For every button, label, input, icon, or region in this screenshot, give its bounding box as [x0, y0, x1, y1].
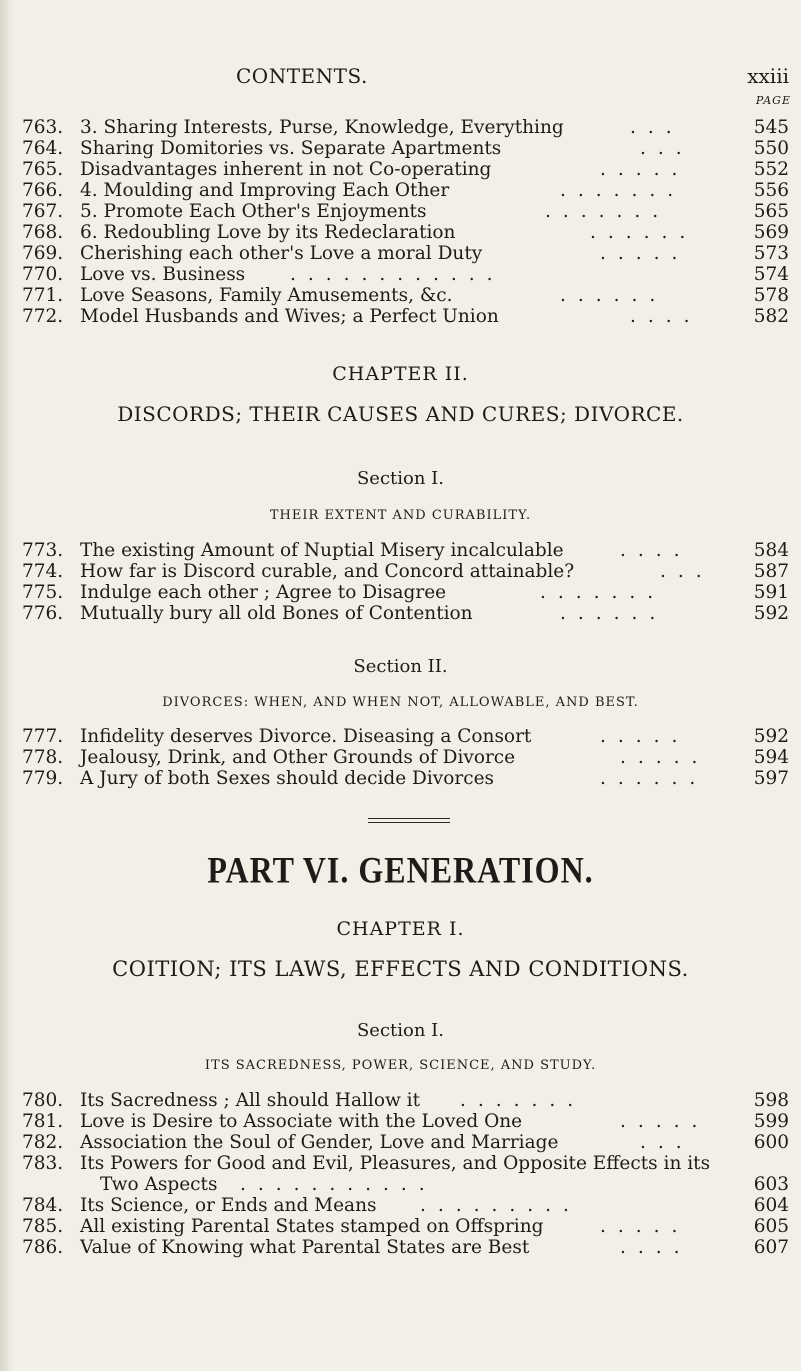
- entry-page: 603: [753, 1174, 789, 1195]
- section-heading: Section I.: [356, 468, 445, 489]
- entry-page: 545: [753, 117, 789, 138]
- entry-number: 784.: [22, 1195, 64, 1216]
- toc-entry: 783. Its Powers for Good and Evil, Pleasures, and Opposite Effects in its Two Aspects ........... 603: [22, 1153, 789, 1195]
- toc-entry: 772. Model Husbands and Wives; a Perfect Union .... 582: [22, 306, 789, 327]
- entry-title: A Jury of both Sexes should decide Divorces: [80, 768, 495, 789]
- entry-number: 782.: [22, 1132, 64, 1153]
- toc-entry: 777. Infidelity deserves Divorce. Diseasing a Consort ..... 592: [22, 726, 789, 747]
- toc-block-3: [0, 726, 801, 789]
- entry-title: Cherishing each other's Love a moral Duty: [80, 243, 483, 264]
- entry-page: 569: [753, 222, 789, 243]
- entry-page: 599: [753, 1111, 789, 1132]
- entry-page: 582: [753, 306, 789, 327]
- toc-entry: 767. 5. Promote Each Other's Enjoyments ....... 565: [22, 201, 789, 222]
- entry-number: 765.: [22, 159, 64, 180]
- part-heading: PART VI. GENERATION.: [207, 849, 594, 891]
- entry-page: 592: [753, 603, 789, 624]
- entry-title: Love vs. Business: [80, 264, 246, 285]
- entry-number: 774.: [22, 561, 64, 582]
- entry-title-continued: Two Aspects: [100, 1174, 218, 1195]
- toc-block-2: [0, 540, 801, 624]
- toc-entry: 780. Its Sacredness ; All should Hallow it ....... 598: [22, 1090, 789, 1111]
- entry-page: 607: [753, 1237, 789, 1258]
- toc-entry: 769. Cherishing each other's Love a moral Duty ..... 573: [22, 243, 789, 264]
- toc-entry: 785. All existing Parental States stamped on Offspring ..... 605: [22, 1216, 789, 1237]
- chapter-heading: CHAPTER I.: [336, 918, 465, 940]
- entry-page: 605: [753, 1216, 789, 1237]
- entry-number: 772.: [22, 306, 64, 327]
- entry-number: 773.: [22, 540, 64, 561]
- section-subtitle: ITS SACREDNESS, POWER, SCIENCE, AND STUDY.: [204, 1058, 597, 1073]
- entry-title: 3. Sharing Interests, Purse, Knowledge, Everything: [80, 117, 564, 138]
- entry-title: 5. Promote Each Other's Enjoyments: [80, 201, 427, 222]
- entry-page: 578: [753, 285, 789, 306]
- entry-title: Jealousy, Drink, and Other Grounds of Divorce: [80, 747, 516, 768]
- entry-number: 783.: [22, 1153, 64, 1174]
- entry-title: Its Science, or Ends and Means: [80, 1195, 377, 1216]
- entry-page: 552: [753, 159, 789, 180]
- toc-block-1: [0, 117, 801, 327]
- entry-title: 6. Redoubling Love by its Redeclaration: [80, 222, 456, 243]
- entry-page: 556: [753, 180, 789, 201]
- entry-number: 768.: [22, 222, 64, 243]
- entry-page: 604: [753, 1195, 789, 1216]
- toc-entry: 768. 6. Redoubling Love by its Redeclaration ...... 569: [22, 222, 789, 243]
- entry-title: Association the Soul of Gender, Love and Marriage: [80, 1132, 559, 1153]
- page-column-label: PAGE: [755, 94, 791, 107]
- entry-title: Its Powers for Good and Evil, Pleasures, and Opposite Effects in its: [80, 1153, 711, 1174]
- entry-number: 763.: [22, 117, 64, 138]
- running-head-title: CONTENTS.: [236, 64, 368, 88]
- toc-entry: 778. Jealousy, Drink, and Other Grounds of Divorce ..... 594: [22, 747, 789, 768]
- entry-page: 598: [753, 1090, 789, 1111]
- toc-entry: 766. 4. Moulding and Improving Each Other ....... 556: [22, 180, 789, 201]
- entry-number: 780.: [22, 1090, 64, 1111]
- entry-page: 587: [753, 561, 789, 582]
- entry-number: 778.: [22, 747, 64, 768]
- entry-number: 766.: [22, 180, 64, 201]
- toc-entry: 765. Disadvantages inherent in not Co-operating ..... 552: [22, 159, 789, 180]
- toc-entry: 775. Indulge each other ; Agree to Disagree ....... 591: [22, 582, 789, 603]
- chapter-title: COITION; ITS LAWS, EFFECTS AND CONDITIONS.: [112, 957, 689, 981]
- toc-entry: 771. Love Seasons, Family Amusements, &c. ...... 578: [22, 285, 789, 306]
- entry-page: 591: [753, 582, 789, 603]
- entry-page: 573: [753, 243, 789, 264]
- entry-page: 565: [753, 201, 789, 222]
- toc-entry: 773. The existing Amount of Nuptial Misery incalculable .... 584: [22, 540, 789, 561]
- entry-page: 600: [753, 1132, 789, 1153]
- entry-number: 771.: [22, 285, 64, 306]
- entry-page: 574: [753, 264, 789, 285]
- section-subtitle: DIVORCES: WHEN, AND WHEN NOT, ALLOWABLE, AND BEST.: [162, 695, 639, 710]
- entry-page: 592: [753, 726, 789, 747]
- entry-page: 597: [753, 768, 789, 789]
- entry-title: Sharing Domitories vs. Separate Apartments: [80, 138, 502, 159]
- section-subtitle: THEIR EXTENT AND CURABILITY.: [269, 508, 532, 523]
- entry-number: 770.: [22, 264, 64, 285]
- entry-title: Its Sacredness ; All should Hallow it: [80, 1090, 421, 1111]
- toc-entry: 784. Its Science, or Ends and Means ......... 604: [22, 1195, 789, 1216]
- entry-page: 594: [753, 747, 789, 768]
- divider-rule: [368, 818, 450, 819]
- toc-entry: 770. Love vs. Business ............ 574: [22, 264, 789, 285]
- entry-page: 584: [753, 540, 789, 561]
- divider-rule: [368, 822, 450, 823]
- toc-entry: 764. Sharing Domitories vs. Separate Apartments ... 550: [22, 138, 789, 159]
- entry-number: 764.: [22, 138, 64, 159]
- entry-number: 779.: [22, 768, 64, 789]
- entry-number: 781.: [22, 1111, 64, 1132]
- toc-block-4: [0, 1090, 801, 1258]
- toc-entry: 781. Love is Desire to Associate with the Loved One ..... 599: [22, 1111, 789, 1132]
- section-heading: Section II.: [353, 656, 448, 677]
- entry-title: Model Husbands and Wives; a Perfect Union: [80, 306, 499, 327]
- toc-entry: 786. Value of Knowing what Parental States are Best .... 607: [22, 1237, 789, 1258]
- entry-number: 767.: [22, 201, 64, 222]
- entry-title: Value of Knowing what Parental States are Best: [80, 1237, 530, 1258]
- entry-number: 775.: [22, 582, 64, 603]
- entry-title: Infidelity deserves Divorce. Diseasing a Consort: [80, 726, 532, 747]
- chapter-heading: CHAPTER II.: [332, 363, 469, 385]
- entry-title: Love Seasons, Family Amusements, &c.: [80, 285, 453, 306]
- entry-number: 776.: [22, 603, 64, 624]
- entry-title: 4. Moulding and Improving Each Other: [80, 180, 450, 201]
- entry-title: How far is Discord curable, and Concord attainable?: [80, 561, 575, 582]
- entry-title: The existing Amount of Nuptial Misery incalculable: [80, 540, 564, 561]
- running-head-page-number: xxiii: [747, 64, 789, 88]
- toc-entry: 779. A Jury of both Sexes should decide Divorces ...... 597: [22, 768, 789, 789]
- entry-title: Love is Desire to Associate with the Loved One: [80, 1111, 523, 1132]
- entry-title: All existing Parental States stamped on Offspring: [80, 1216, 544, 1237]
- toc-entry: 763. 3. Sharing Interests, Purse, Knowledge, Everything ... 545: [22, 117, 789, 138]
- section-heading: Section I.: [356, 1020, 445, 1041]
- entry-number: 769.: [22, 243, 64, 264]
- entry-title: Mutually bury all old Bones of Contention: [80, 603, 473, 624]
- entry-number: 777.: [22, 726, 64, 747]
- entry-title: Indulge each other ; Agree to Disagree: [80, 582, 447, 603]
- toc-entry: 774. How far is Discord curable, and Concord attainable? ... 587: [22, 561, 789, 582]
- chapter-title: DISCORDS; THEIR CAUSES AND CURES; DIVORCE.: [117, 402, 684, 426]
- entry-page: 550: [753, 138, 789, 159]
- entry-number: 785.: [22, 1216, 64, 1237]
- entry-number: 786.: [22, 1237, 64, 1258]
- entry-title: Disadvantages inherent in not Co-operating: [80, 159, 492, 180]
- toc-entry: 776. Mutually bury all old Bones of Contention ...... 592: [22, 603, 789, 624]
- toc-entry: 782. Association the Soul of Gender, Love and Marriage ... 600: [22, 1132, 789, 1153]
